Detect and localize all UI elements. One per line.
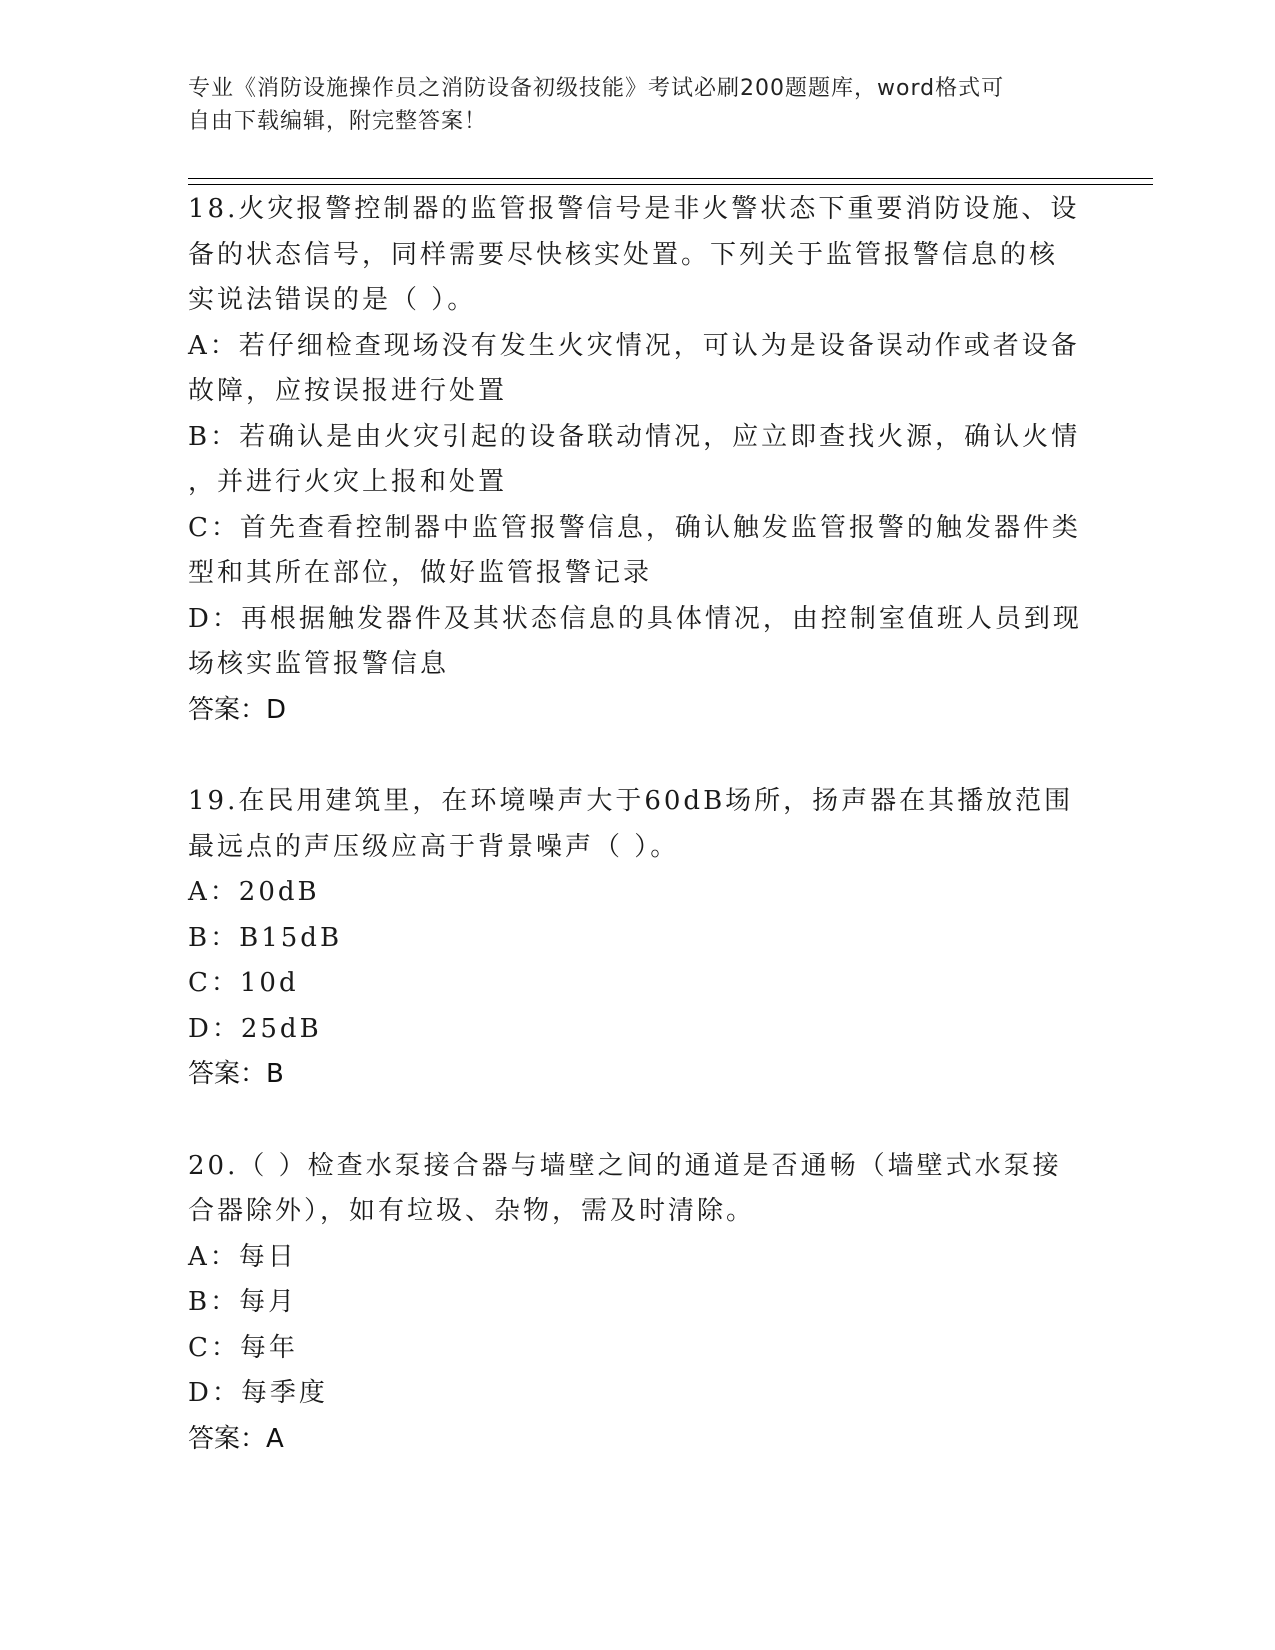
option-c: C：每年	[188, 1332, 298, 1363]
stem-line: 合器除外），如有垃圾、杂物，需及时清除。	[188, 1196, 756, 1226]
option-a	[188, 324, 1088, 415]
option-d: D：25dB	[188, 1013, 322, 1044]
question-stem	[188, 1144, 1088, 1235]
stem-line: 备的状态信号，同样需要尽快核实处置。下列关于监管报警信息的核	[188, 239, 1059, 270]
option-line: 故障，应按误报进行处置	[188, 376, 508, 406]
option-line: B：若确认是由火灾引起的设备联动情况，应立即查找火源，确认火情	[188, 421, 1081, 452]
answer-line: 答案：A	[188, 1423, 284, 1454]
option-c	[188, 506, 1088, 597]
answer-line: 答案：D	[188, 694, 287, 725]
option-b: B：每月	[188, 1287, 298, 1317]
answer-line: 答案：B	[188, 1059, 284, 1089]
option-line: 型和其所在部位，做好监管报警记录	[188, 558, 653, 588]
question-stem	[188, 779, 1088, 870]
option-line: ，并进行火灾上报和处置	[188, 467, 508, 497]
question-18	[188, 187, 1088, 733]
option-d: D：每季度	[188, 1378, 328, 1408]
question-list	[188, 187, 1088, 1462]
option-a: A：20dB	[188, 877, 320, 907]
question-stem	[188, 187, 1088, 324]
stem-line: 实说法错误的是（ ）。	[188, 285, 477, 315]
option-a: A：每日	[188, 1241, 297, 1272]
stem-line: 18.火灾报警控制器的监管报警信号是非火警状态下重要消防设施、设	[188, 194, 1080, 224]
option-b: B：B15dB	[188, 922, 343, 953]
option-line: D：再根据触发器件及其状态信息的具体情况，由控制室值班人员到现	[188, 603, 1082, 634]
option-line: 场核实监管报警信息	[188, 649, 450, 679]
option-c: C：10d	[188, 968, 299, 998]
header-line-2: 自由下载编辑，附完整答案！	[188, 109, 488, 134]
question-19	[188, 779, 1088, 1098]
page-header	[188, 72, 1068, 138]
option-line: A：若仔细检查现场没有发生火灾情况，可认为是设备误动作或者设备	[188, 330, 1080, 361]
option-line: C：首先查看控制器中监管报警信息，确认触发监管报警的触发器件类	[188, 512, 1081, 543]
stem-line: 20.（ ）检查水泵接合器与墙壁之间的通道是否通畅（墙壁式水泵接	[188, 1150, 1062, 1181]
option-b	[188, 415, 1088, 506]
option-d	[188, 597, 1088, 688]
stem-line: 最远点的声压级应高于背景噪声（ ）。	[188, 831, 680, 862]
question-20	[188, 1144, 1088, 1463]
stem-line: 19.在民用建筑里，在环境噪声大于60dB场所，扬声器在其播放范围	[188, 786, 1074, 816]
header-line-1: 专业《消防设施操作员之消防设备初级技能》考试必刷200题题库，word格式可	[188, 76, 1005, 101]
header-divider	[188, 178, 1153, 185]
